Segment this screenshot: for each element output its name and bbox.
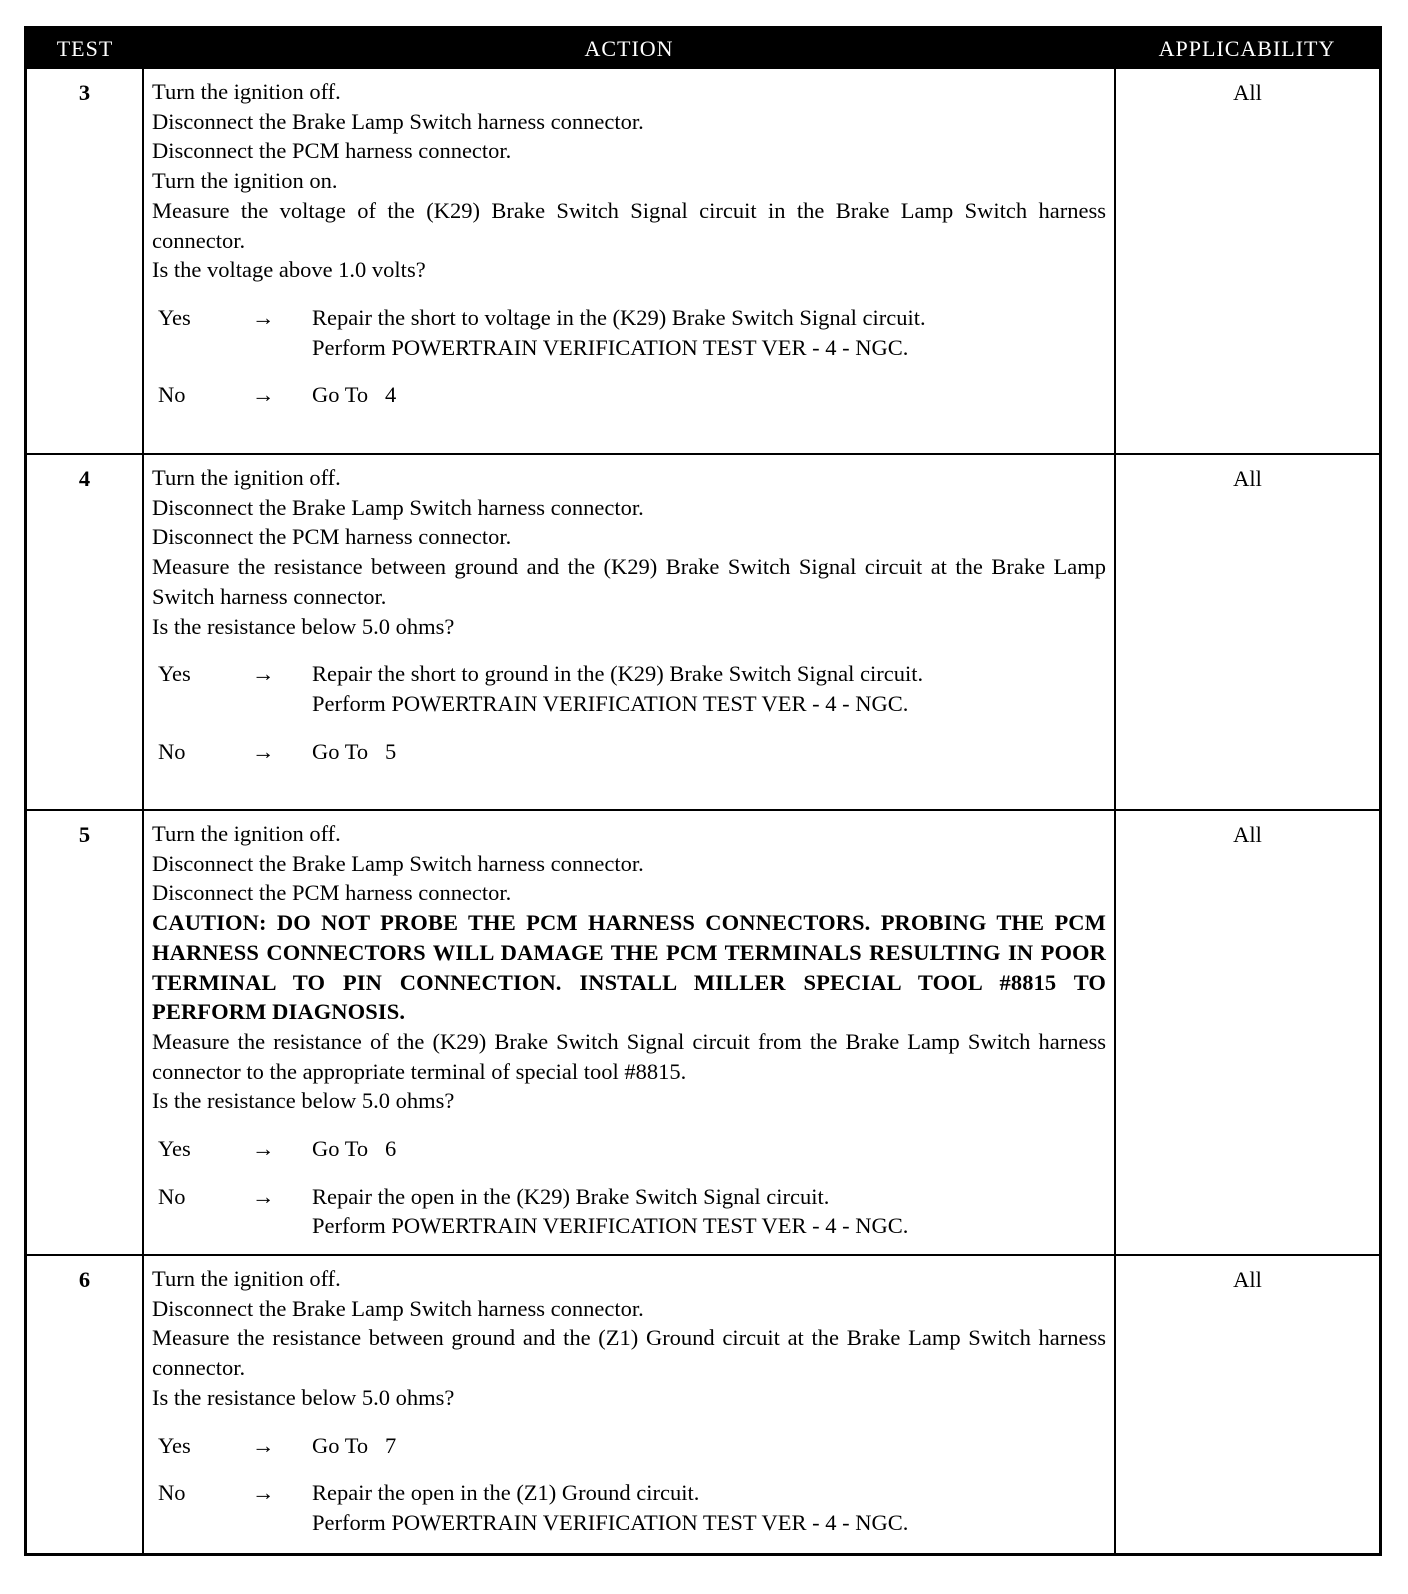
no-result xyxy=(152,1478,1106,1537)
action-step: Disconnect the Brake Lamp Switch harness connector. xyxy=(152,850,644,876)
action-step: Disconnect the Brake Lamp Switch harness connector. xyxy=(152,108,644,134)
table-row xyxy=(27,810,1379,1255)
action-step: Turn the ignition off. xyxy=(152,465,341,490)
no-result xyxy=(152,737,1106,767)
no-result xyxy=(152,380,1106,410)
question: Is the resistance below 5.0 ohms? xyxy=(152,1384,455,1410)
yes-result xyxy=(152,303,1106,362)
yes-label: Yes xyxy=(158,1432,191,1458)
action-step: Disconnect the Brake Lamp Switch harness connector. xyxy=(152,494,644,520)
action-step: Measure the resistance between ground and the (Z1) Ground circuit at the Brake Lamp Switch harness connector. xyxy=(152,1325,1106,1381)
result-text: Repair the open in the (Z1) Ground circuit. xyxy=(312,1480,700,1506)
result-text: Go To 5 xyxy=(312,738,397,764)
action-cell xyxy=(143,810,1115,1255)
arrow-icon: → xyxy=(252,1136,275,1162)
result-text: Perform POWERTRAIN VERIFICATION TEST VER - 4 - NGC. xyxy=(312,1509,909,1535)
action-step: Measure the voltage of the (K29) Brake Switch Signal circuit in the Brake Lamp Switch harness connector. xyxy=(152,197,1106,253)
result-text: Go To 6 xyxy=(312,1136,397,1162)
arrow-icon: → xyxy=(252,1480,275,1506)
test-number: 4 xyxy=(27,454,143,810)
no-result xyxy=(152,1182,1106,1241)
action-cell xyxy=(143,69,1115,454)
table-row xyxy=(27,69,1379,454)
action-step: Disconnect the PCM harness connector. xyxy=(152,138,512,164)
arrow-icon: → xyxy=(252,1432,275,1458)
no-label: No xyxy=(158,382,186,408)
diagnostic-test-table-frame xyxy=(24,26,1382,1556)
action-step: Disconnect the PCM harness connector. xyxy=(152,880,512,906)
arrow-icon: → xyxy=(252,382,275,408)
yes-result xyxy=(152,659,1106,718)
table-row xyxy=(27,1255,1379,1553)
action-step: Turn the ignition on. xyxy=(152,168,338,194)
yes-label: Yes xyxy=(158,304,191,330)
test-number: 5 xyxy=(27,810,143,1255)
no-label: No xyxy=(158,1480,186,1506)
action-step: Disconnect the PCM harness connector. xyxy=(152,524,512,550)
header-test: TEST xyxy=(27,29,143,69)
question: Is the voltage above 1.0 volts? xyxy=(152,257,426,283)
table-row xyxy=(27,454,1379,810)
applicability-cell: All xyxy=(1115,69,1379,454)
result-text: Repair the short to voltage in the (K29) Brake Switch Signal circuit. xyxy=(312,304,926,330)
result-text: Perform POWERTRAIN VERIFICATION TEST VER - 4 - NGC. xyxy=(312,1213,909,1239)
result-text: Go To 4 xyxy=(312,382,397,408)
applicability-cell: All xyxy=(1115,1255,1379,1553)
result-text: Repair the open in the (K29) Brake Switch Signal circuit. xyxy=(312,1183,830,1209)
yes-result xyxy=(152,1431,1106,1461)
action-cell xyxy=(143,1255,1115,1553)
question: Is the resistance below 5.0 ohms? xyxy=(152,613,455,639)
action-step: Measure the resistance of the (K29) Brake Switch Signal circuit from the Brake Lamp Switch harness connector to the appropriate terminal of special tool #8815. xyxy=(152,1028,1106,1084)
header-applicability: APPLICABILITY xyxy=(1115,29,1379,69)
no-label: No xyxy=(158,1183,186,1209)
no-label: No xyxy=(158,738,186,764)
action-step: Disconnect the Brake Lamp Switch harness connector. xyxy=(152,1295,644,1321)
caution-notice: CAUTION: DO NOT PROBE THE PCM HARNESS CONNECTORS. PROBING THE PCM HARNESS CONNECTORS WILL DAMAGE THE PCM TERMINALS RESULTING IN POOR TERMINAL TO PIN CONNECTION. INSTALL MILLER SPECIAL TOOL #8815 TO PERFORM DIAGNOSIS. xyxy=(152,910,1106,1025)
header-action: ACTION xyxy=(143,29,1115,69)
yes-label: Yes xyxy=(158,1136,191,1162)
arrow-icon: → xyxy=(252,661,275,687)
result-text: Go To 7 xyxy=(312,1432,397,1458)
action-step: Turn the ignition off. xyxy=(152,79,341,104)
result-text: Perform POWERTRAIN VERIFICATION TEST VER - 4 - NGC. xyxy=(312,690,909,716)
yes-result xyxy=(152,1134,1106,1164)
yes-label: Yes xyxy=(158,661,191,687)
applicability-cell: All xyxy=(1115,810,1379,1255)
action-step: Turn the ignition off. xyxy=(152,821,341,846)
arrow-icon: → xyxy=(252,304,275,330)
table-header-row xyxy=(27,29,1379,69)
arrow-icon: → xyxy=(252,738,275,764)
result-text: Perform POWERTRAIN VERIFICATION TEST VER - 4 - NGC. xyxy=(312,334,909,360)
action-step: Turn the ignition off. xyxy=(152,1266,341,1291)
applicability-cell: All xyxy=(1115,454,1379,810)
arrow-icon: → xyxy=(252,1183,275,1209)
action-step: Measure the resistance between ground and the (K29) Brake Switch Signal circuit at the Brake Lamp Switch harness connector. xyxy=(152,554,1106,609)
action-cell xyxy=(143,454,1115,810)
question: Is the resistance below 5.0 ohms? xyxy=(152,1088,455,1114)
diagnostic-test-table xyxy=(27,29,1379,1553)
test-number: 6 xyxy=(27,1255,143,1553)
result-text: Repair the short to ground in the (K29) Brake Switch Signal circuit. xyxy=(312,661,924,687)
test-number: 3 xyxy=(27,69,143,454)
